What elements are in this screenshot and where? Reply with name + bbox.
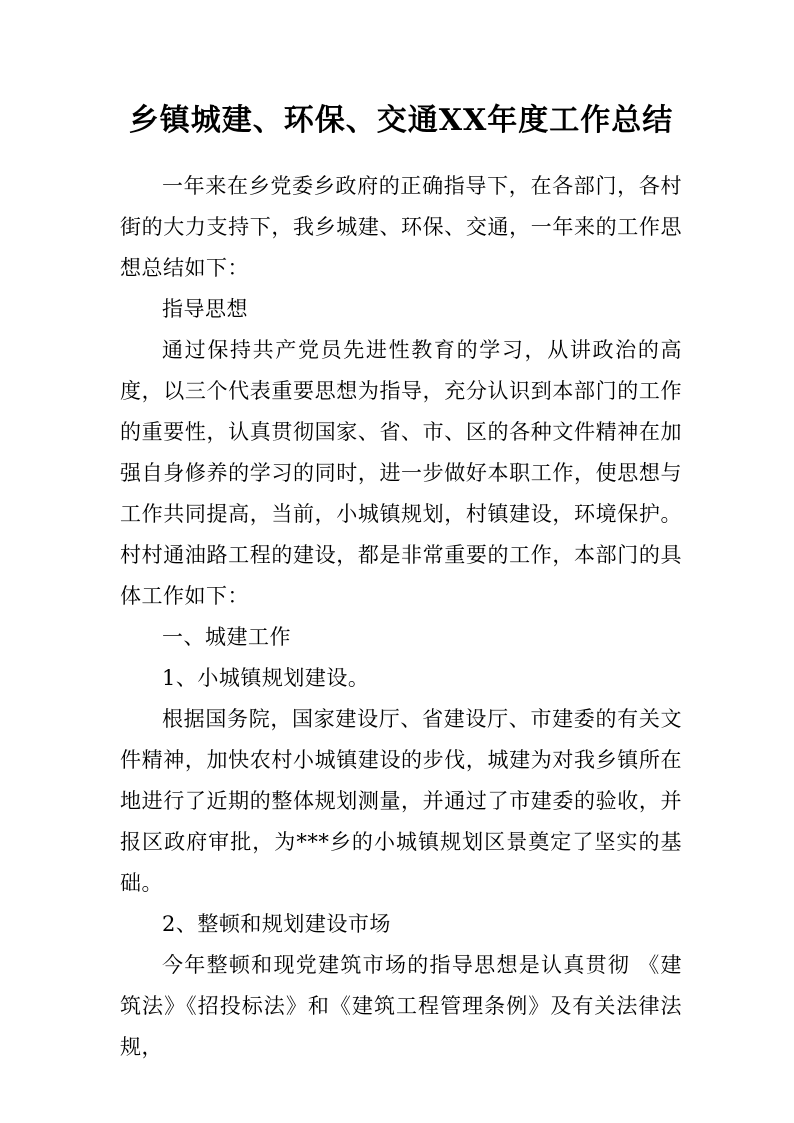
document-title: 乡镇城建、环保、交通XX年度工作总结 [128, 103, 674, 138]
paragraph-heading-town-planning: 1、小城镇规划建设。 [162, 666, 370, 690]
paragraph-heading-market-rectification: 2、整顿和规划建设市场 [162, 912, 391, 936]
paragraph-guiding-thought: 通过保持共产党员先进性教育的学习，从讲政治的高度，以三个代表重要思想为指导，充分认识到本部门的工作的重要性，认真贯彻国家、省、市、区的各种文件精神在加强自身修养的学习的同时，进一步做好本职工作，使思想与工作共同提高，当前，小城镇规划，村镇建设，环境保护。村村通油路工程的建设，都是非常重要的工作，本部门的具体工作如下： [120, 338, 682, 608]
paragraph-heading-urban-construction: 一、城建工作 [162, 625, 291, 649]
paragraph-town-planning: 根据国务院，国家建设厅、省建设厅、市建委的有关文件精神，加快农村小城镇建设的步伐，城建为对我乡镇所在地进行了近期的整体规划测量，并通过了市建委的验收，并报区政府审批，为***乡的小城镇规划区景奠定了坚实的基础。 [120, 707, 682, 895]
paragraph-market-rectification: 今年整顿和现党建筑市场的指导思想是认真贯彻 《建筑法》《招投标法》和《建筑工程管理条例》及有关法律法规， [120, 953, 682, 1059]
paragraph-heading-guiding-thought: 指导思想 [162, 297, 248, 321]
paragraph-intro: 一年来在乡党委乡政府的正确指导下，在各部门，各村街的大力支持下，我乡城建、环保、交通，一年来的工作思想总结如下： [120, 174, 682, 280]
